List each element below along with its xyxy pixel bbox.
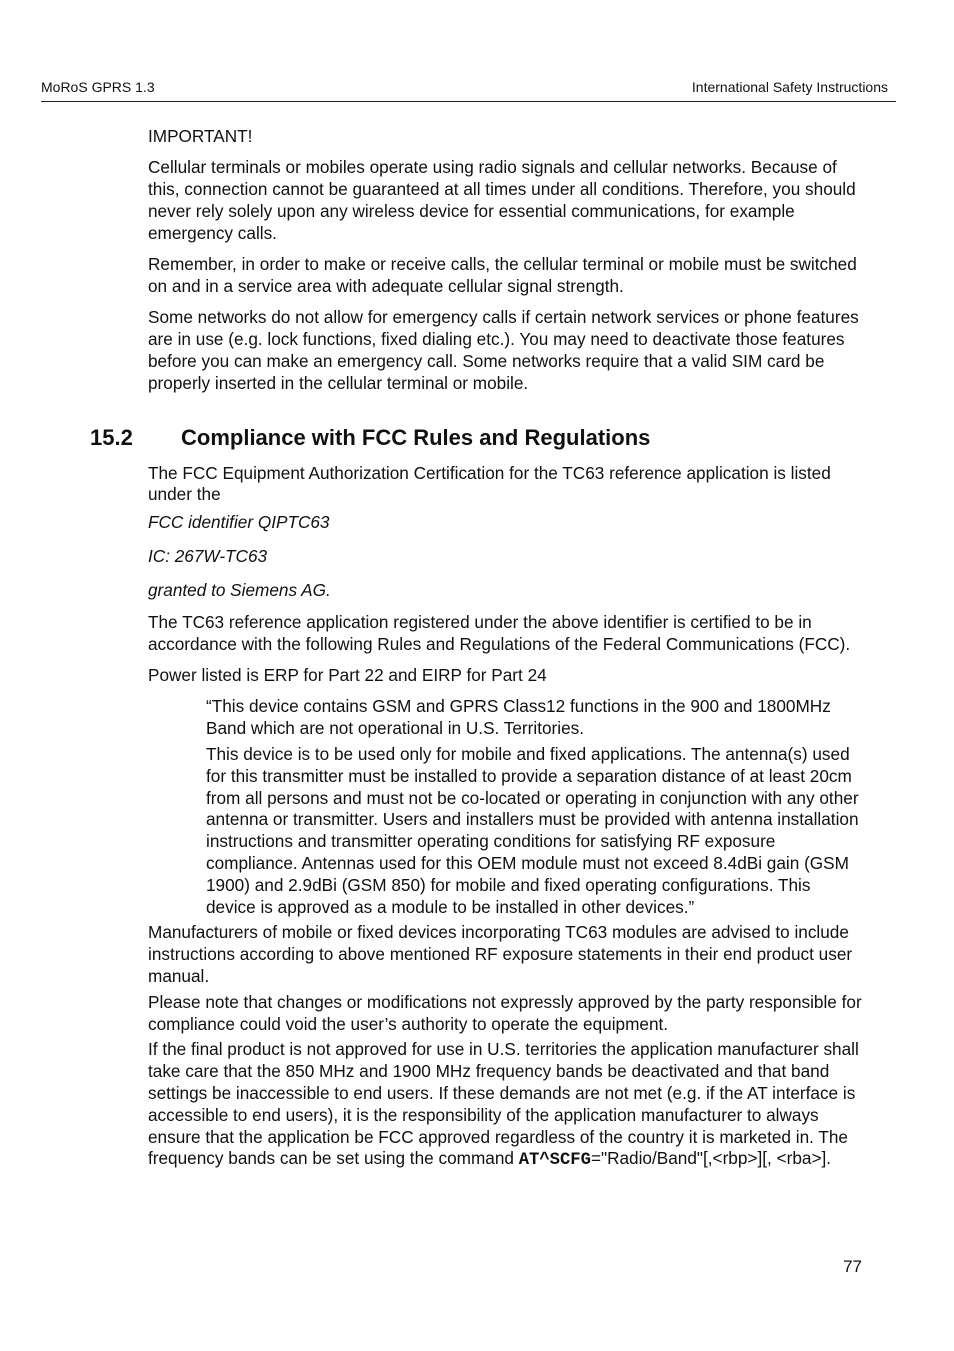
paragraph-changes: Please note that changes or modifications not expressly approved by the party responsible for compliance could void the user’s authority to operate the equipment. <box>148 991 862 1034</box>
paragraph-emergency: Some networks do not allow for emergency calls if certain network services or phone features are in use (e.g. lock functions, fixed dialing etc.). You may need to deactivate those features before you can make an emergency call. Some networks require that a valid SIM card be properly inserted in the cellular terminal or mobile. <box>148 307 859 393</box>
page-number: 77 <box>843 1257 862 1276</box>
quote-paragraph-antenna: This device is to be used only for mobile and fixed applications. The antenna(s) used for this transmitter must be installed to provide a separation distance of at least 20cm from all persons and must not be co-located or operating in conjunction with any other antenna or transmitter. Users and installers must be provided with antenna installation instructions and transmitter operating conditions for satisfying RF exposure compliance. Antennas used for this OEM module must not exceed 8.4dBi gain (GSM 1900) and 2.9dBi (GSM 850) for mobile and fixed operating configurations. This device is approved as a module to be installed in other devices.” <box>206 744 859 917</box>
section-number: 15.2 <box>90 424 133 450</box>
quote-paragraph-band: “This device contains GSM and GPRS Class12 functions in the 900 and 1800MHz Band which are not operational in U.S. Territories. <box>206 696 831 739</box>
header-chapter-title: International Safety Instructions <box>691 79 888 95</box>
header-document-title: MoRoS GPRS 1.3 <box>41 79 155 95</box>
page-header <box>41 79 896 102</box>
section-title: Compliance with FCC Rules and Regulations <box>181 424 651 450</box>
paragraph-power: Power listed is ERP for Part 22 and EIRP for Part 24 <box>148 665 547 686</box>
paragraph-cellular: Cellular terminals or mobiles operate using radio signals and cellular networks. Because of this, connection cannot be guaranteed at all times under all conditions. Therefore, you should never rely solely upon any wireless device for essential communications, for example emergency calls. <box>148 157 856 243</box>
paragraph-fcc-intro: The FCC Equipment Authorization Certification for the TC63 reference application is listed under the <box>148 462 831 505</box>
paragraph-switched-on: Remember, in order to make or receive calls, the cellular terminal or mobile must be switched on and in a service area with adequate cellular signal strength. <box>148 254 857 296</box>
final-product-text: If the final product is not approved for use in U.S. territories the application manufacturer shall take care that the 850 MHz and 1900 MHz frequency bands be deactivated and that band settings be inaccessible to end users. If these demands are not met (e.g. if the AT interface is accessible to end users), it is the responsibility of the application manufacturer to always ensure that the application be FCC approved regardless of the country it is marketed in. The frequency bands can be set using the command <box>148 1039 859 1169</box>
paragraph-final-product <box>148 1039 864 1172</box>
quote-block <box>206 696 864 918</box>
section-heading <box>90 424 864 452</box>
at-command-args: ="Radio/Band"[,<rbp>][, <rba>]. <box>590 1148 832 1169</box>
ic-identifier: IC: 267W-TC63 <box>148 546 268 567</box>
page-body <box>90 126 864 1182</box>
important-label: IMPORTANT! <box>148 126 253 146</box>
at-command: AT^SCFG <box>518 1151 591 1171</box>
granted-to: granted to Siemens AG. <box>148 580 331 601</box>
paragraph-manufacturers: Manufacturers of mobile or fixed devices incorporating TC63 modules are advised to include instructions according to above mentioned RF exposure statements in their end product user manual. <box>148 922 853 986</box>
fcc-identifier: FCC identifier QIPTC63 <box>148 512 330 533</box>
paragraph-registered: The TC63 reference application registered under the above identifier is certified to be in accordance with the following Rules and Regulations of the Federal Communications (FCC). <box>148 611 851 654</box>
